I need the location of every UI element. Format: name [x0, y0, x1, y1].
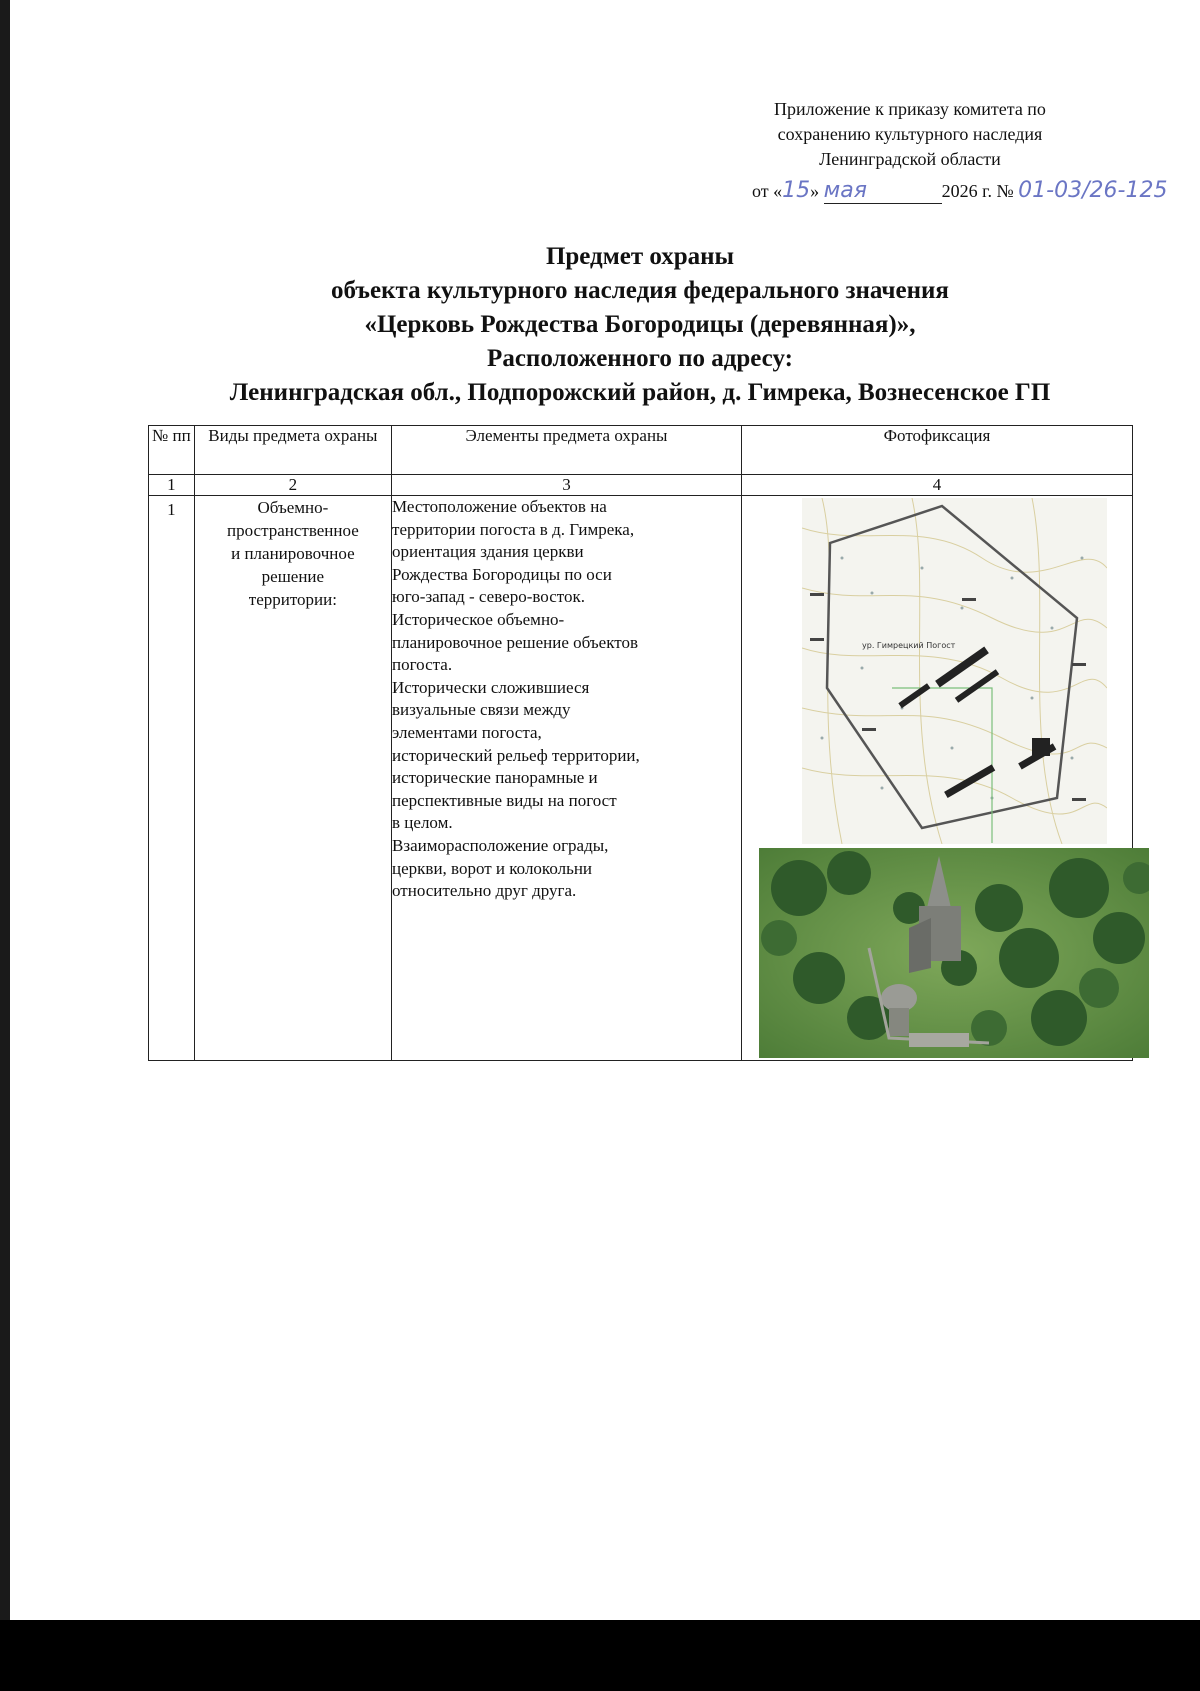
column-number: 2 — [194, 475, 391, 496]
element-line: в целом. — [392, 813, 453, 833]
topographic-map-image — [802, 498, 1107, 844]
appendix-line: Ленинградской области — [819, 149, 1001, 169]
order-number-handwritten: 01-03/26-125 — [1018, 178, 1168, 203]
header-cell-elements: Элементы предмета охраны — [392, 426, 742, 475]
column-number: 1 — [149, 475, 195, 496]
protection-type-cell — [194, 496, 391, 1061]
title-line: объекта культурного наследия федерального значения — [331, 277, 949, 304]
element-line: перспективные виды на погост — [392, 790, 617, 810]
order-date-number: от «15» мая 2026 г. № 01-03/26-125 — [752, 178, 1168, 203]
element-line: визуальные связи между — [392, 700, 571, 720]
order-month-handwritten: мая — [824, 178, 942, 204]
element-line: относительно друг друга. — [392, 881, 577, 901]
order-year-label: 2026 г. № — [941, 181, 1014, 201]
row-number: 1 — [149, 496, 195, 1061]
document-title — [120, 240, 1160, 410]
order-day-handwritten: 15 — [782, 178, 811, 203]
appendix-line: Приложение к приказу комитета по — [774, 99, 1046, 119]
protection-elements-cell — [392, 496, 742, 1061]
element-line: Местоположение объектов на — [392, 497, 607, 516]
element-line: исторический рельеф территории, — [392, 745, 640, 765]
title-line: Предмет охраны — [545, 243, 735, 270]
table-header-row — [149, 426, 1133, 475]
appendix-line: сохранению культурного наследия — [777, 124, 1043, 144]
element-line: планировочное решение объектов — [392, 632, 638, 652]
table-row — [149, 496, 1133, 1061]
column-number-row — [149, 475, 1133, 496]
element-line: церкви, ворот и колокольни — [392, 858, 593, 878]
element-line: исторические панорамные и — [392, 768, 598, 788]
column-number: 4 — [741, 475, 1132, 496]
title-line: Ленинградская обл., Подпорожский район, д. Гимрека, Вознесенское ГП — [229, 379, 1051, 406]
element-line: погоста. — [392, 655, 453, 675]
map-label: ур. Гимрецкий Погост — [861, 641, 956, 650]
element-line: Взаиморасположение ограды, — [392, 835, 609, 855]
column-number: 3 — [392, 475, 742, 496]
photo-cell — [741, 496, 1132, 1061]
type-line: Объемно- — [257, 498, 329, 517]
title-line: Расположенного по адресу: — [487, 345, 793, 372]
element-line: Исторически сложившиеся — [392, 677, 590, 697]
type-line: и планировочное — [231, 544, 355, 563]
photo-container — [742, 496, 1132, 1056]
element-line: Историческое объемно- — [392, 609, 565, 629]
element-line: элементами погоста, — [392, 722, 542, 742]
header-cell-number: № пп — [149, 426, 195, 475]
element-line: Рождества Богородицы по оси — [392, 564, 612, 584]
scan-bottom-edge — [0, 1620, 1200, 1691]
order-prefix: от « — [752, 181, 783, 201]
protection-subject-table — [148, 425, 1133, 1061]
title-line: «Церковь Рождества Богородицы (деревянная)», — [364, 311, 916, 338]
element-line: юго-запад - северо-восток. — [392, 587, 585, 607]
header-cell-type: Виды предмета охраны — [194, 426, 391, 475]
type-line: пространственное — [227, 521, 359, 540]
scan-left-edge — [0, 0, 10, 1691]
aerial-photo-image — [759, 848, 1149, 1058]
appendix-block — [690, 97, 1130, 172]
element-line: ориентация здания церкви — [392, 542, 584, 562]
element-line: территории погоста в д. Гимрека, — [392, 519, 635, 539]
type-line: территории: — [248, 590, 337, 609]
header-cell-photos: Фотофиксация — [741, 426, 1132, 475]
type-line: решение — [261, 567, 325, 586]
